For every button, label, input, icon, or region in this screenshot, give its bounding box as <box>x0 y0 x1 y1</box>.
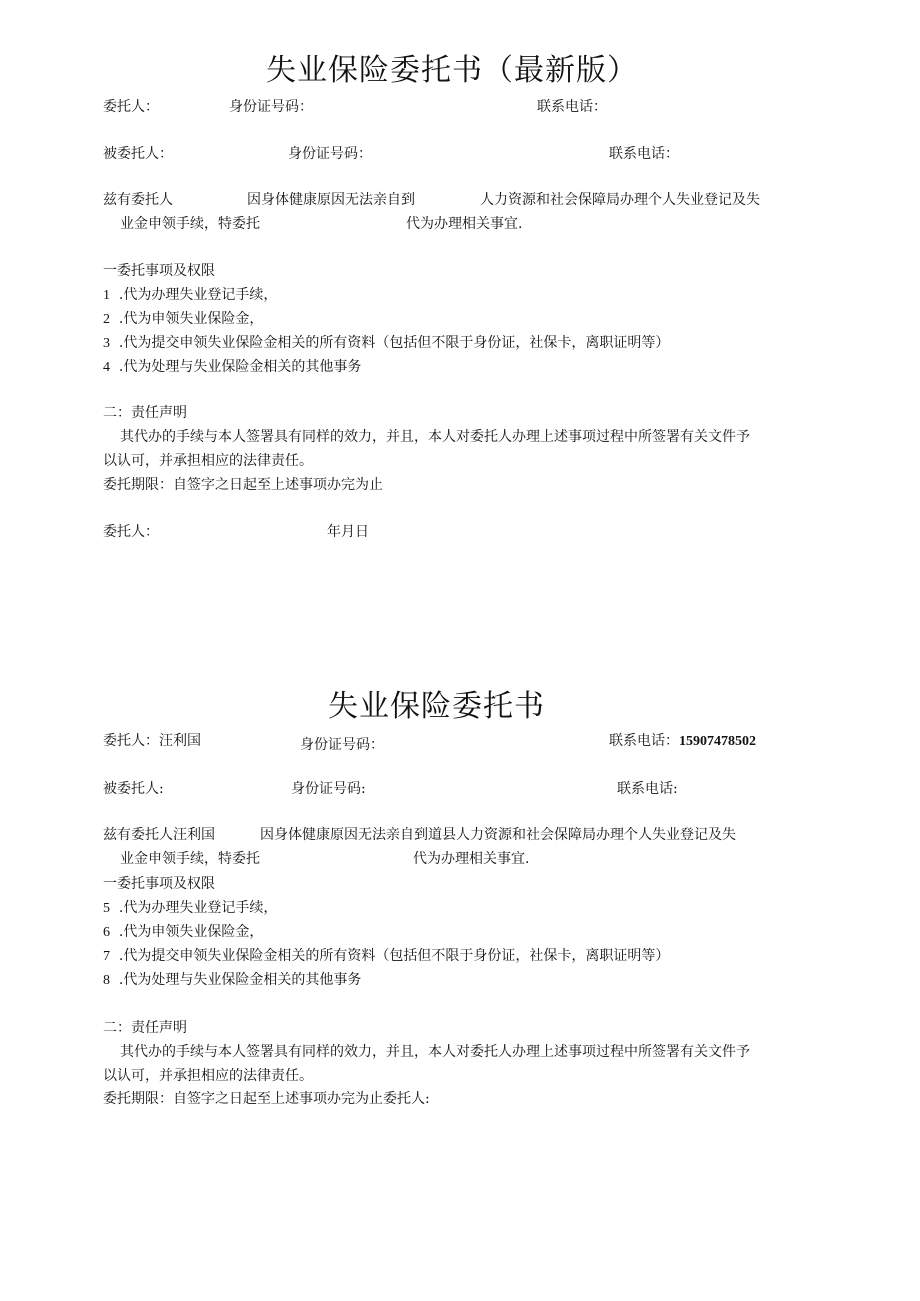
doc1-intro-part2: 因身体健康原因无法亲自到 <box>247 192 415 208</box>
doc1-sign-label: 委托人： <box>103 524 159 540</box>
doc2-item-7 <box>103 949 669 964</box>
doc1-intro-line2b: 代为办理相关事宜. <box>406 216 523 232</box>
doc1-resp-line1: 其代办的手续与本人签署具有同样的效力，并且，本人对委托人办理上述事项过程中所签署有关文件予 <box>120 429 750 445</box>
doc1-item-4 <box>103 360 361 375</box>
doc1-item-3-text: .代为提交申领失业保险金相关的所有资料（包括但不限于身份证，社保卡，离职证明等） <box>118 335 670 351</box>
doc2-item-6-num: 6 <box>103 925 110 940</box>
doc1-item-3 <box>103 336 669 351</box>
doc1-resp-heading: 二：责任声明 <box>103 405 187 421</box>
doc1-item-4-num: 4 <box>103 360 110 375</box>
doc2-item-8-text: .代为处理与失业保险金相关的其他事务 <box>118 972 362 988</box>
doc1-resp-line2: 以认可，并承担相应的法律责任。 <box>103 453 313 469</box>
doc2-principal-id-label: 身份证号码： <box>300 737 384 753</box>
doc1-item-1-text: .代为办理失业登记手续， <box>118 287 278 303</box>
doc1-principal-id-label: 身份证号码： <box>229 99 313 115</box>
doc1-intro-part1: 兹有委托人 <box>103 192 173 208</box>
doc2-intro-part2: 因身体健康原因无法亲自到道县人力资源和社会保障局办理个人失业登记及失 <box>260 827 736 843</box>
doc2-item-5-num: 5 <box>103 901 110 916</box>
doc2-item-5-text: .代为办理失业登记手续， <box>118 900 278 916</box>
doc1-item-4-text: .代为处理与失业保险金相关的其他事务 <box>118 359 362 375</box>
doc1-intro-part3: 人力资源和社会保障局办理个人失业登记及失 <box>480 192 760 208</box>
doc2-item-5 <box>103 901 277 916</box>
doc1-item-1 <box>103 288 277 303</box>
doc1-intro-line2a: 业金申领手续，特委托 <box>120 216 260 232</box>
doc2-period: 委托期限：自签字之日起至上述事项办完为止委托人: <box>103 1091 430 1107</box>
doc2-item-7-text: .代为提交申领失业保险金相关的所有资料（包括但不限于身份证，社保卡，离职证明等） <box>118 948 670 964</box>
doc1-item-1-num: 1 <box>103 288 110 303</box>
doc2-principal-phone <box>609 734 756 749</box>
doc1-agent-phone-label: 联系电话： <box>609 146 679 162</box>
doc1-principal-phone-label: 联系电话： <box>537 99 607 115</box>
doc1-title: 失业保险委托书（最新版） <box>266 53 638 88</box>
doc2-resp-heading: 二：责任声明 <box>103 1020 187 1036</box>
doc2-agent-phone-label: 联系电话: <box>617 781 678 797</box>
doc2-principal-phone-value: 15907478502 <box>679 734 756 749</box>
doc2-resp-line2: 以认可，并承担相应的法律责任。 <box>103 1068 313 1084</box>
doc2-title: 失业保险委托书 <box>328 689 545 724</box>
doc1-scope-heading: 一委托事项及权限 <box>103 263 215 279</box>
doc2-principal-label: 委托人：汪利国 <box>103 733 201 749</box>
doc1-item-2-num: 2 <box>103 312 110 327</box>
doc2-item-6-text: .代为申领失业保险金， <box>118 924 264 940</box>
doc2-intro-part1: 兹有委托人汪利国 <box>103 827 215 843</box>
doc2-item-6 <box>103 925 263 940</box>
doc2-resp-line1: 其代办的手续与本人签署具有同样的效力，并且，本人对委托人办理上述事项过程中所签署有关文件予 <box>120 1044 750 1060</box>
doc2-intro-line2a: 业金申领手续，特委托 <box>120 851 260 867</box>
doc2-agent-label: 被委托人: <box>103 781 164 797</box>
doc1-agent-label: 被委托人： <box>103 146 173 162</box>
doc1-principal-label: 委托人： <box>103 99 159 115</box>
doc1-item-3-num: 3 <box>103 336 110 351</box>
doc2-agent-id-label: 身份证号码: <box>291 781 366 797</box>
doc1-item-2-text: .代为申领失业保险金， <box>118 311 264 327</box>
doc1-agent-id-label: 身份证号码： <box>288 146 372 162</box>
doc2-item-7-num: 7 <box>103 949 110 964</box>
doc2-scope-heading: 一委托事项及权限 <box>103 876 215 892</box>
doc2-intro-line2b: 代为办理相关事宜. <box>413 851 530 867</box>
doc1-period: 委托期限：自签字之日起至上述事项办完为止 <box>103 477 383 493</box>
doc2-item-8 <box>103 973 361 988</box>
doc1-sign-date: 年月日 <box>327 524 369 540</box>
doc2-item-8-num: 8 <box>103 973 110 988</box>
doc1-item-2 <box>103 312 263 327</box>
doc2-principal-phone-label: 联系电话： <box>609 733 679 749</box>
